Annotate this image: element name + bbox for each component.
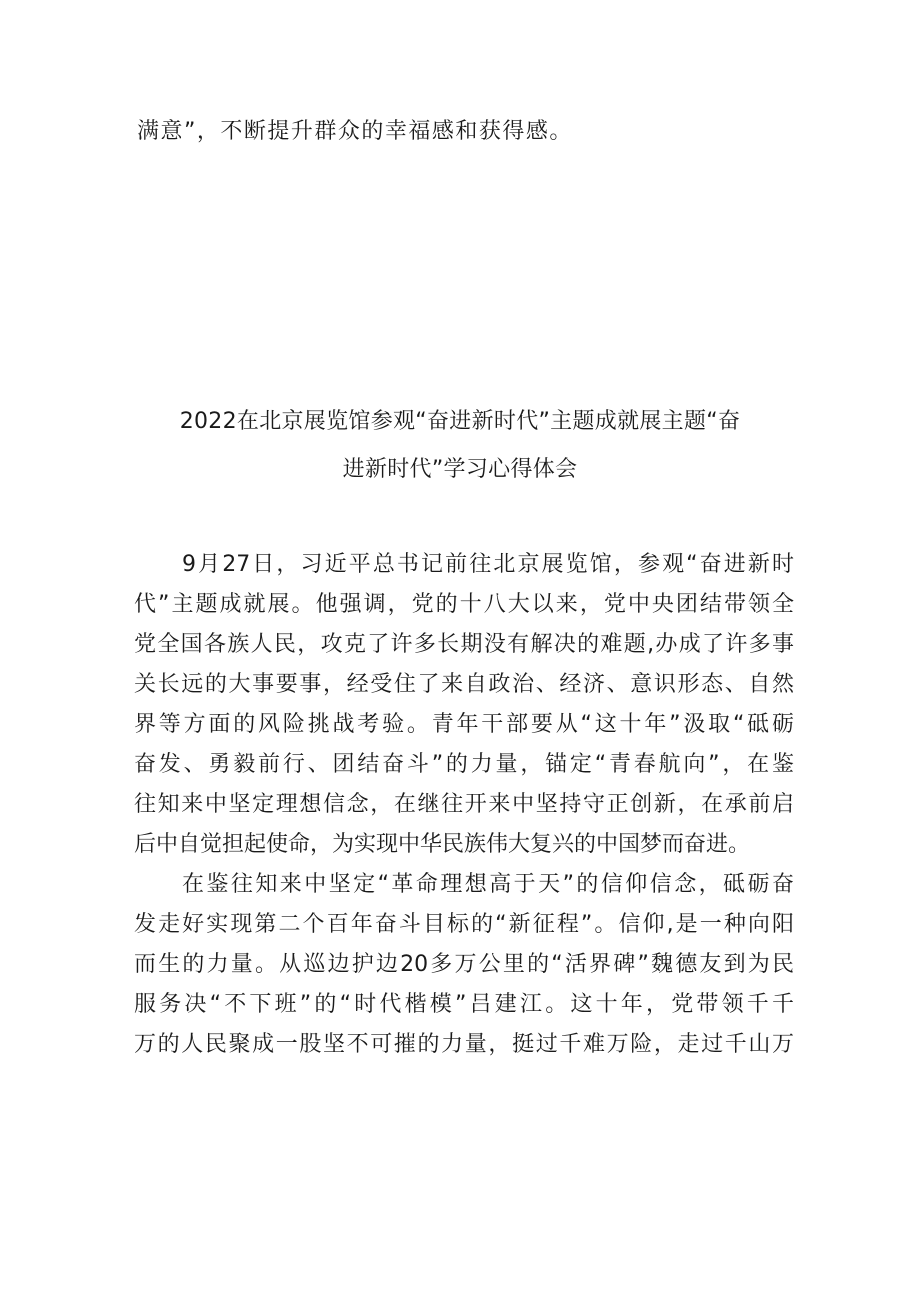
document-body [134,545,794,1065]
paragraph-line: 发走好实现第二个百年奋斗目标的“新征程”。信仰,是一种向阳 [134,912,794,937]
paragraph-line: 后中自觉担起使命，为实现中华民族伟大复兴的中国梦而奋进。 [134,832,751,857]
paragraph-line: 代”主题成就展。他强调，党的十八大以来，党中央团结带领全 [134,592,794,617]
document-title [130,398,790,494]
paragraph-line: 关长远的大事要事，经受住了来自政治、经济、意识形态、自然 [134,672,794,697]
paragraph-line: 奋发、勇毅前行、团结奋斗”的力量，锚定“青春航向”，在鉴 [134,752,794,777]
paragraph-line: 往知来中坚定理想信念，在继往开来中坚持守正创新，在承前启 [134,792,794,817]
paragraph-line: 而生的力量。从巡边护边20多万公里的“活界碑”魏德友到为民 [134,952,794,977]
paragraph-2 [134,865,794,1065]
paragraph-line: 界等方面的风险挑战考验。青年干部要从“这十年”汲取“砥砺 [134,712,794,737]
paragraph-line: 在鉴往知来中坚定“革命理想高于天”的信仰信念，砥砺奋 [182,872,794,897]
title-line-1: 2022在北京展览馆参观“奋进新时代”主题成就展主题“奋 [179,409,741,434]
paragraph-line: 万的人民聚成一股坚不可摧的力量，挺过千难万险，走过千山万 [134,1032,794,1057]
paragraph-line: 服务决“不下班”的“时代楷模”吕建江。这十年，党带领千千 [134,992,794,1017]
paragraph-1 [134,545,794,865]
title-line-2: 进新时代”学习心得体会 [342,457,578,482]
paragraph-line: 9月27日，习近平总书记前往北京展览馆，参观“奋进新时 [182,552,794,577]
continuation-text: 满意”，不断提升群众的幸福感和获得感。 [137,119,573,144]
paragraph-line: 党全国各族人民，攻克了许多长期没有解决的难题,办成了许多事 [134,632,794,657]
